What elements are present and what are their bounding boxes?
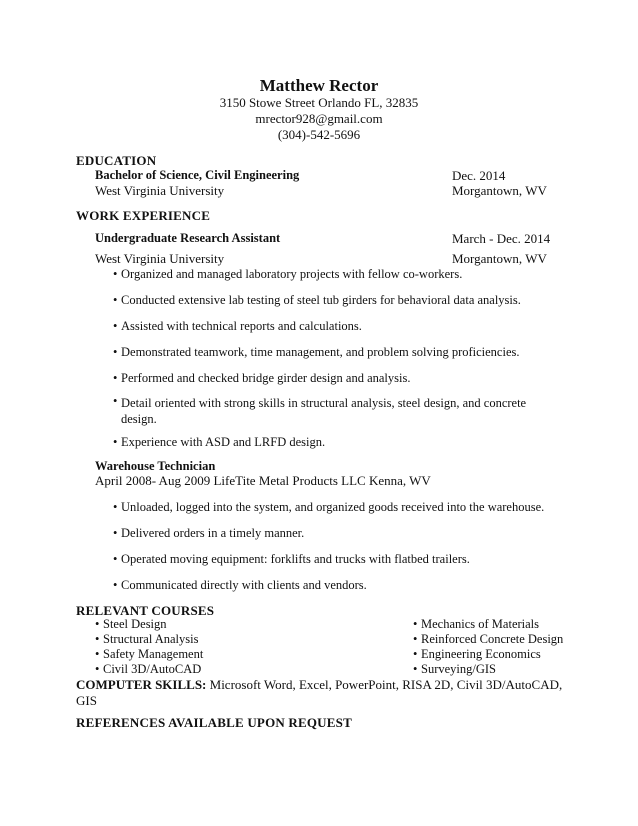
bullet-icon: • [113, 435, 118, 449]
computer-skills [76, 678, 562, 691]
skills-text-continued: GIS [76, 693, 97, 708]
list-item: • Surveying/GIS [413, 662, 496, 676]
skills-label: COMPUTER SKILLS: [76, 677, 207, 692]
job-title: Warehouse Technician [95, 459, 216, 473]
job-employer: West Virginia University [95, 251, 225, 266]
job-title: Undergraduate Research Assistant [95, 231, 281, 245]
courses-heading: RELEVANT COURSES [76, 603, 215, 618]
degree-date: Dec. 2014 [452, 168, 506, 183]
list-item: • Operated moving equipment: forklifts and trucks with flatbed trailers. [113, 552, 470, 566]
job-location: Morgantown, WV [452, 251, 547, 266]
job-date: March - Dec. 2014 [452, 231, 551, 246]
list-item: • Assisted with technical reports and calculations. [113, 319, 362, 333]
list-item: • Structural Analysis [95, 632, 199, 646]
resume-name: Matthew Rector [259, 76, 379, 95]
list-item: • Conducted extensive lab testing of steel tub girders for behavioral data analysis. [113, 293, 521, 307]
work-heading: WORK EXPERIENCE [76, 208, 211, 223]
bullet-icon: • [95, 662, 100, 676]
list-item: • Civil 3D/AutoCAD [95, 662, 202, 676]
school-location: Morgantown, WV [452, 183, 547, 198]
phone: (304)-542-5696 [277, 127, 361, 142]
list-item: • Organized and managed laboratory projects with fellow co-workers. [113, 267, 463, 281]
list-item: • Demonstrated teamwork, time management, and problem solving proficiencies. [113, 345, 520, 359]
bullet-icon: • [113, 394, 118, 408]
bullet-icon: • [95, 632, 100, 646]
skills-text: Microsoft Word, Excel, PowerPoint, RISA 2D, Civil 3D/AutoCAD, [209, 677, 563, 692]
references-note: REFERENCES AVAILABLE UPON REQUEST [76, 715, 352, 730]
bullet-icon: • [413, 632, 418, 646]
list-item: • Detail oriented with strong skills in structural analysis, steel design, and concrete design. [113, 394, 527, 426]
list-item: • Safety Management [95, 647, 204, 661]
email: mrector928@gmail.com [255, 111, 383, 126]
list-item: • Engineering Economics [413, 647, 541, 661]
list-item: • Reinforced Concrete Design [413, 632, 564, 646]
bullet-icon: • [113, 500, 118, 514]
list-item: • Mechanics of Materials [413, 617, 540, 631]
list-item: • Delivered orders in a timely manner. [113, 526, 305, 540]
bullet-icon: • [413, 647, 418, 661]
bullet-icon: • [113, 345, 118, 359]
bullet-icon: • [413, 662, 418, 676]
bullet-icon: • [95, 647, 100, 661]
list-item: • Experience with ASD and LRFD design. [113, 435, 326, 449]
bullet-icon: • [113, 371, 118, 385]
list-item: • Unloaded, logged into the system, and organized goods received into the warehouse. [113, 500, 545, 514]
bullet-icon: • [113, 319, 118, 333]
school: West Virginia University [95, 183, 225, 198]
bullet-icon: • [113, 267, 118, 281]
bullet-icon: • [113, 526, 118, 540]
list-item: • Performed and checked bridge girder design and analysis. [113, 371, 411, 385]
bullet-icon: • [113, 578, 118, 592]
bullet-icon: • [413, 617, 418, 631]
education-heading: EDUCATION [76, 153, 157, 168]
bullet-icon: • [113, 293, 118, 307]
list-item: • Steel Design [95, 617, 167, 631]
address: 3150 Stowe Street Orlando FL, 32835 [219, 95, 419, 110]
degree: Bachelor of Science, Civil Engineering [95, 168, 300, 182]
job-subline: April 2008- Aug 2009 LifeTite Metal Products LLC Kenna, WV [95, 473, 431, 488]
list-item: • Communicated directly with clients and vendors. [113, 578, 367, 592]
bullet-icon: • [113, 552, 118, 566]
bullet-icon: • [95, 617, 100, 631]
